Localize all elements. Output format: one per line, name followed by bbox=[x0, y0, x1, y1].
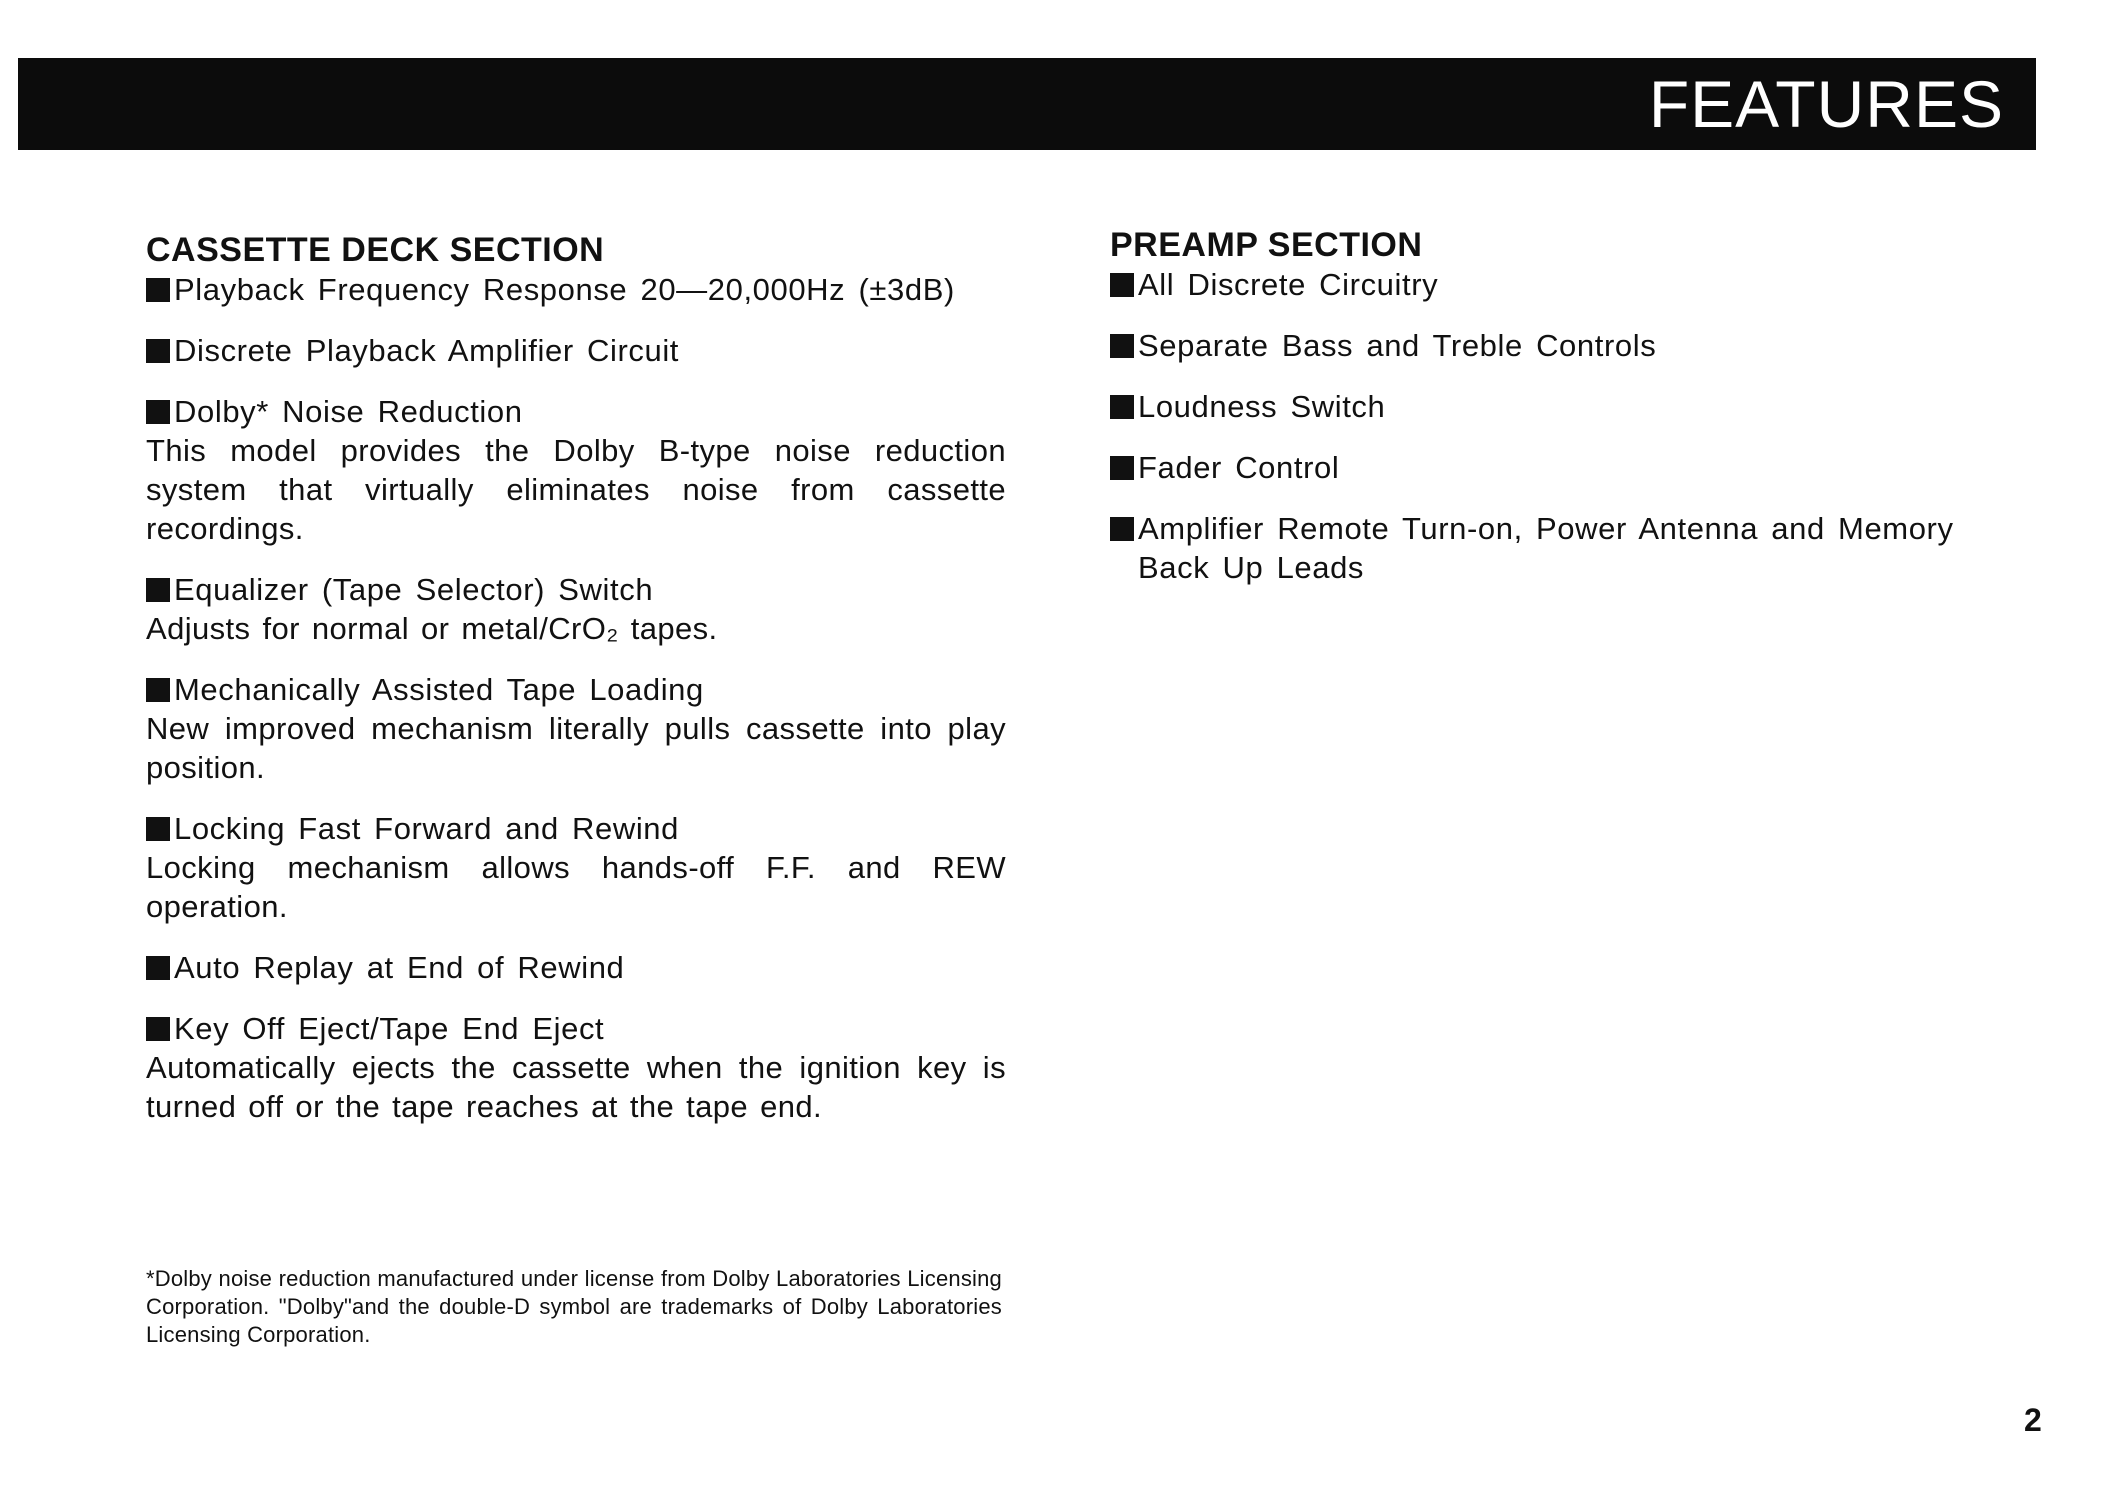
square-bullet-icon bbox=[1110, 395, 1134, 419]
feature-title: Dolby* Noise Reduction bbox=[174, 394, 523, 429]
feature-item bbox=[1110, 387, 1970, 426]
feature-title: Loudness Switch bbox=[1138, 389, 1386, 424]
cassette-deck-section bbox=[146, 230, 1006, 1148]
feature-title: Playback Frequency Response 20—20,000Hz (±3dB) bbox=[174, 272, 955, 307]
feature-description: Adjusts for normal or metal/CrO₂ tapes. bbox=[146, 611, 718, 646]
square-bullet-icon bbox=[1110, 517, 1134, 541]
square-bullet-icon bbox=[146, 339, 170, 363]
feature-title: Mechanically Assisted Tape Loading bbox=[174, 672, 704, 707]
square-bullet-icon bbox=[146, 1017, 170, 1041]
feature-description: This model provides the Dolby B-type noise reduction system that virtually eliminates noise from cassette recordings. bbox=[146, 433, 1006, 546]
square-bullet-icon bbox=[146, 956, 170, 980]
feature-item bbox=[1110, 509, 1970, 587]
feature-item bbox=[1110, 448, 1970, 487]
feature-title: Discrete Playback Amplifier Circuit bbox=[174, 333, 680, 368]
square-bullet-icon bbox=[1110, 456, 1134, 480]
feature-item bbox=[146, 270, 1006, 309]
feature-item bbox=[1110, 265, 1970, 304]
square-bullet-icon bbox=[146, 400, 170, 424]
section-heading: CASSETTE DECK SECTION bbox=[146, 231, 605, 269]
page-number: 2 bbox=[2024, 1402, 2042, 1438]
square-bullet-icon bbox=[146, 678, 170, 702]
preamp-section bbox=[1110, 225, 1970, 609]
square-bullet-icon bbox=[1110, 334, 1134, 358]
feature-item bbox=[146, 331, 1006, 370]
feature-item bbox=[146, 948, 1006, 987]
feature-title: Auto Replay at End of Rewind bbox=[174, 950, 625, 985]
feature-description: New improved mechanism literally pulls cassette into play position. bbox=[146, 711, 1006, 785]
feature-item bbox=[146, 1009, 1006, 1126]
feature-item bbox=[146, 570, 1006, 648]
feature-title: Key Off Eject/Tape End Eject bbox=[174, 1011, 605, 1046]
feature-item bbox=[146, 392, 1006, 548]
page-title: FEATURES bbox=[1648, 67, 2004, 141]
square-bullet-icon bbox=[146, 278, 170, 302]
feature-title: All Discrete Circuitry bbox=[1138, 267, 1439, 302]
feature-title: Equalizer (Tape Selector) Switch bbox=[174, 572, 654, 607]
feature-title: Fader Control bbox=[1138, 450, 1340, 485]
feature-item bbox=[146, 670, 1006, 787]
feature-item bbox=[146, 809, 1006, 926]
feature-description: Automatically ejects the cassette when the ignition key is turned off or the tape reaches at the tape end. bbox=[146, 1050, 1006, 1124]
feature-description: Locking mechanism allows hands-off F.F. and REW operation. bbox=[146, 850, 1006, 924]
dolby-footnote: *Dolby noise reduction manufactured under license from Dolby Laboratories Licensing Corporation. "Dolby"and the double-D symbol are trademarks of Dolby Laboratories Licensing Corporation. bbox=[146, 1266, 1002, 1347]
feature-title: Separate Bass and Treble Controls bbox=[1138, 328, 1657, 363]
feature-title: Locking Fast Forward and Rewind bbox=[174, 811, 679, 846]
header-bar bbox=[18, 58, 2036, 150]
square-bullet-icon bbox=[146, 578, 170, 602]
feature-title: Amplifier Remote Turn-on, Power Antenna and Memory Back Up Leads bbox=[1138, 511, 1954, 585]
section-heading: PREAMP SECTION bbox=[1110, 226, 1423, 264]
square-bullet-icon bbox=[1110, 273, 1134, 297]
feature-item bbox=[1110, 326, 1970, 365]
square-bullet-icon bbox=[146, 817, 170, 841]
